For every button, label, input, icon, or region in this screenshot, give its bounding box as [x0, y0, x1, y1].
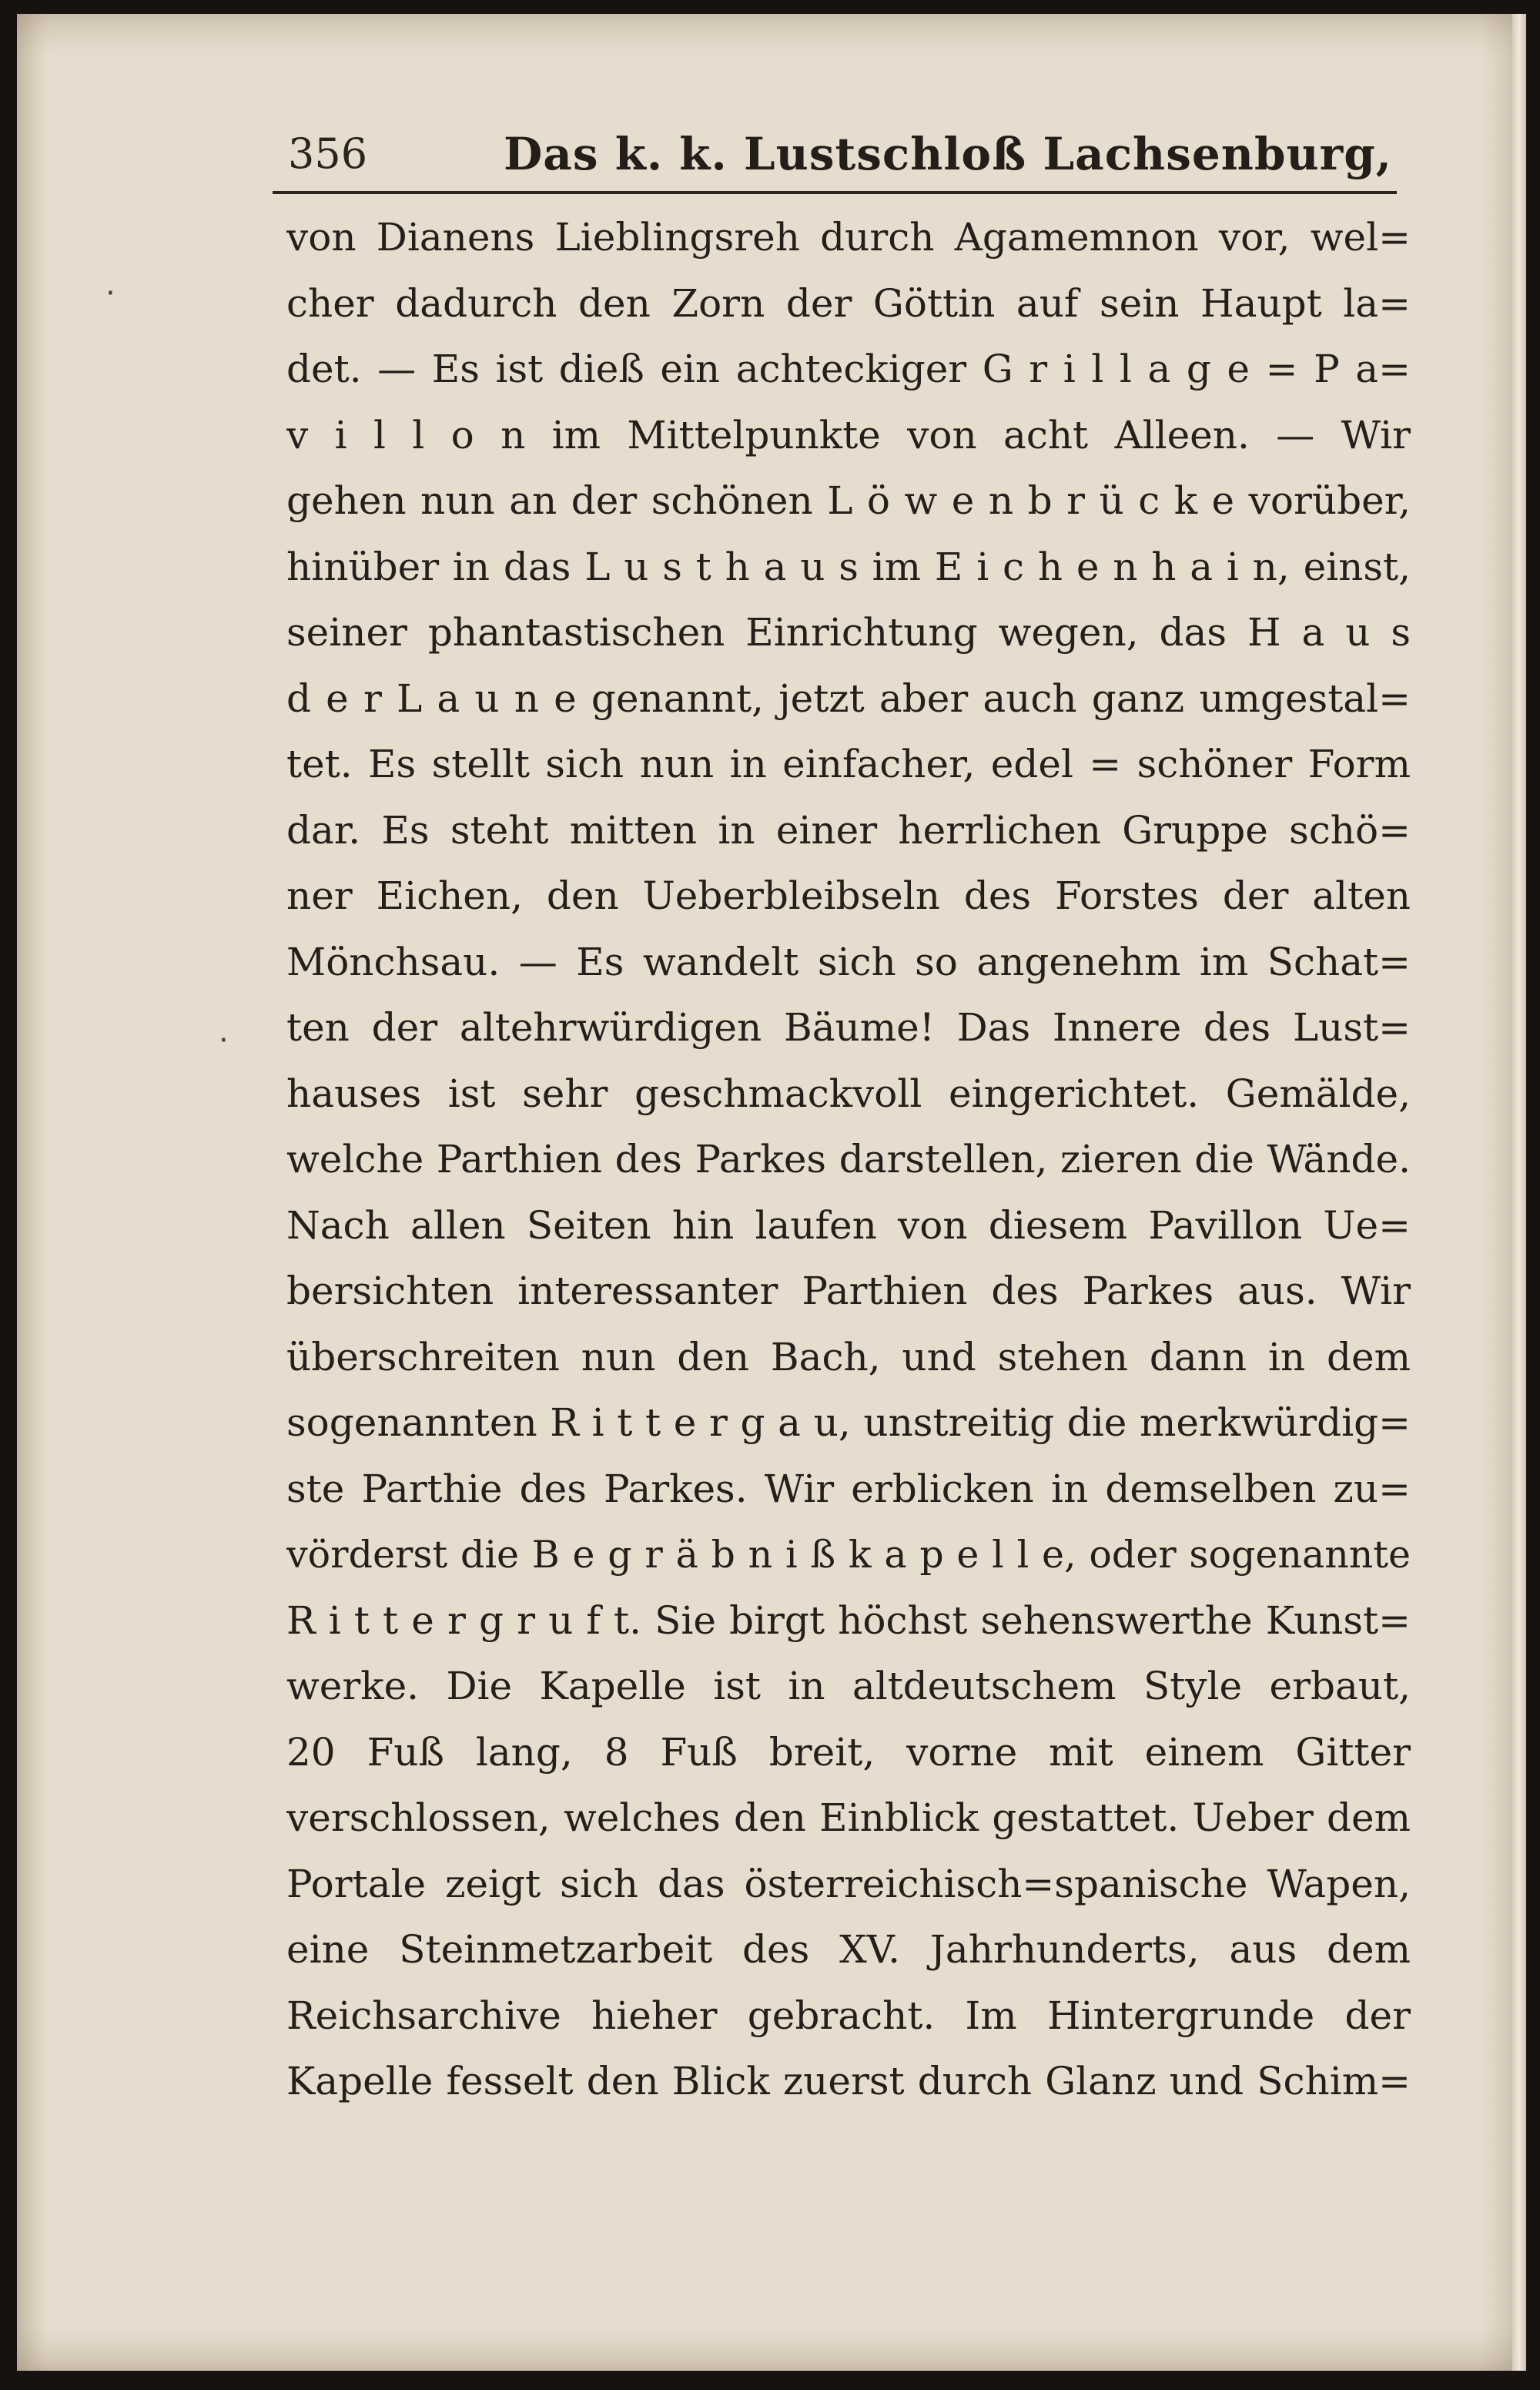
text-line: von Dianens Lieblingsreh durch Agamemnon vor, wel= — [286, 215, 1411, 260]
text-line: eine Steinmetzarbeit des XV. Jahrhunderts, aus dem — [286, 1927, 1411, 1972]
page-header — [273, 122, 1397, 194]
text-line: Portale zeigt sich das österreichisch=spanische Wapen, — [286, 1861, 1411, 1906]
text-line: Mönchsau. — Es wandelt sich so angenehm im Schat= — [286, 939, 1411, 984]
book-page — [17, 14, 1526, 2371]
margin-speck: · — [219, 1023, 229, 1058]
running-head: Das k. k. Lustschloß Lachsenburg, — [504, 128, 1392, 180]
text-line: gehen nun an der schönen L ö w e n b r ü c k e vorüber, — [286, 478, 1411, 523]
text-line: R i t t e r g r u f t. Sie birgt höchst sehenswerthe Kunst= — [286, 1597, 1411, 1643]
text-line: v i l l o n im Mittelpunkte von acht Alleen. — Wir — [286, 412, 1411, 458]
text-line: cher dadurch den Zorn der Göttin auf sein Haupt la= — [286, 280, 1411, 326]
page-edge — [1512, 14, 1526, 2371]
text-line: seiner phantastischen Einrichtung wegen, das H a u s — [286, 610, 1411, 655]
text-line: bersichten interessanter Parthien des Parkes aus. Wir — [286, 1269, 1411, 1313]
text-line: d e r L a u n e genannt, jetzt aber auch ganz umgestal= — [286, 675, 1411, 721]
text-line: det. — Es ist dieß ein achteckiger G r i l l a g e = P a= — [286, 347, 1411, 391]
text-line: Reichsarchive hieher gebracht. Im Hintergrunde der — [286, 1993, 1411, 2038]
text-line: überschreiten nun den Bach, und stehen dann in dem — [286, 1334, 1411, 1379]
text-line: verschlossen, welches den Einblick gestattet. Ueber dem — [286, 1795, 1411, 1840]
text-line: 20 Fuß lang, 8 Fuß breit, vorne mit einem Gitter — [286, 1729, 1411, 1775]
text-line: tet. Es stellt sich nun in einfacher, edel = schöner Form — [286, 742, 1411, 786]
text-line: Kapelle fesselt den Blick zuerst durch Glanz und Schim= — [286, 2059, 1411, 2103]
text-line: welche Parthien des Parkes darstellen, zieren die Wände. — [286, 1137, 1411, 1182]
page-number: 356 — [288, 129, 368, 178]
margin-speck: · — [105, 276, 116, 311]
text-line: ten der altehrwürdigen Bäume! Das Innere des Lust= — [286, 1005, 1411, 1050]
text-line: ner Eichen, den Ueberbleibseln des Forstes der alten — [286, 873, 1411, 918]
text-line: sogenannten R i t t e r g a u, unstreitig die merkwürdig= — [286, 1400, 1411, 1445]
body-text — [286, 205, 1411, 2115]
text-line: dar. Es steht mitten in einer herrlichen Gruppe schö= — [286, 807, 1411, 853]
text-line: ste Parthie des Parkes. Wir erblicken in demselben zu= — [286, 1466, 1411, 1511]
text-line: Nach allen Seiten hin laufen von diesem Pavillon Ue= — [286, 1202, 1411, 1248]
text-line: werke. Die Kapelle ist in altdeutschem Style erbaut, — [286, 1664, 1411, 1708]
text-line: hinüber in das L u s t h a u s im E i c h e n h a i n, einst, — [286, 544, 1411, 589]
text-line: vörderst die B e g r ä b n i ß k a p e l l e, oder sogenannte — [286, 1533, 1411, 1577]
text-line: hauses ist sehr geschmackvoll eingerichtet. Gemälde, — [286, 1071, 1411, 1116]
